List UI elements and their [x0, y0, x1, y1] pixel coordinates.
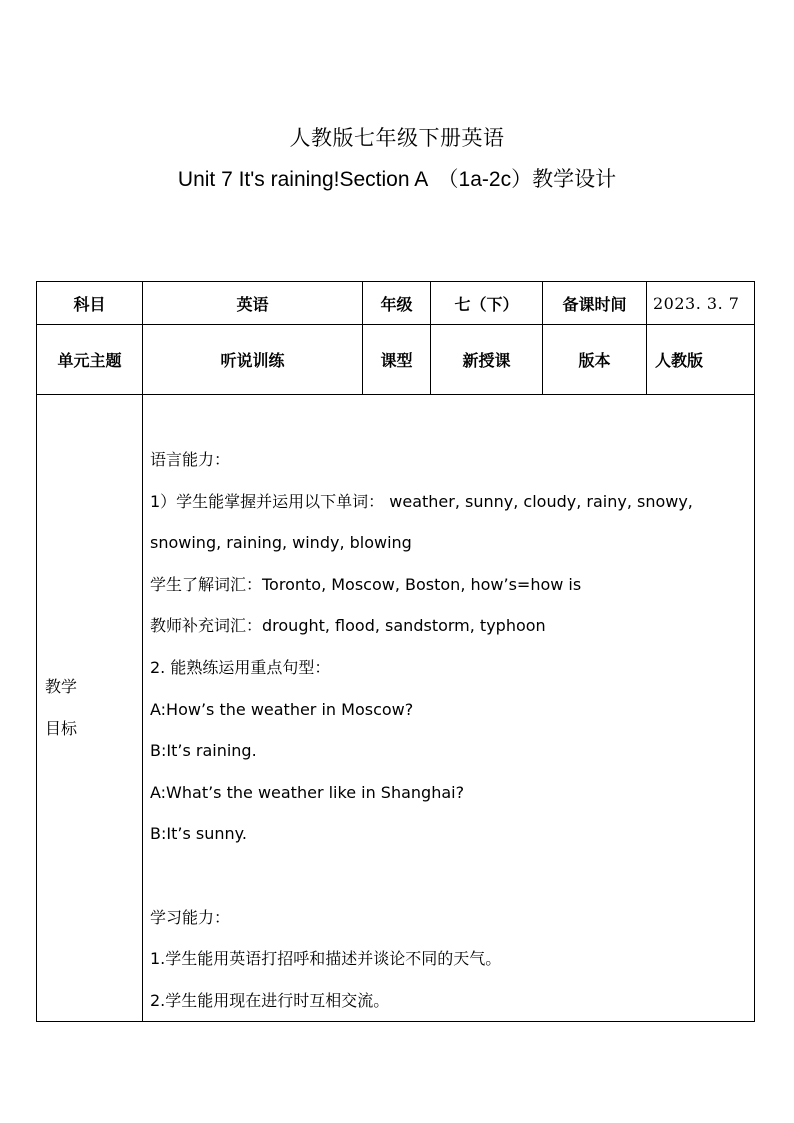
sentence-1: A:How’s the weather in Moscow?	[150, 699, 414, 719]
unit-topic-value: 听说训练	[143, 325, 363, 395]
learning-item-2: 2.学生能用现在进行时互相交流。	[150, 990, 390, 1010]
document-title: 人教版七年级下册英语	[289, 126, 505, 150]
language-ability-heading: 语言能力：	[150, 450, 231, 469]
subject-label: 科目	[37, 282, 143, 325]
lesson-type-label: 课型	[363, 325, 431, 395]
sentence-3: A:What’s the weather like in Shanghai?	[150, 782, 465, 802]
objectives-content	[143, 395, 755, 1022]
objectives-label	[37, 395, 143, 1022]
lesson-plan-table	[36, 281, 755, 1022]
grade-label: 年级	[363, 282, 431, 325]
learning-ability-heading: 学习能力：	[150, 907, 231, 927]
document-subtitle: Unit 7 It's raining!Section A （1a-2c）教学设计	[177, 168, 617, 191]
vocab-teacher: 教师补充词汇：drought, flood, sandstorm, typhoon	[150, 616, 546, 636]
objectives-label-line2: 目标	[45, 719, 78, 739]
prep-time-value: 2023. 3. 7	[647, 282, 755, 325]
unit-topic-label: 单元主题	[37, 325, 143, 395]
sentence-2: B:It’s raining.	[150, 741, 257, 761]
table-row	[37, 325, 755, 395]
subject-value: 英语	[143, 282, 363, 325]
objective-item-1-cont: snowing, raining, windy, blowing	[150, 533, 412, 553]
lesson-type-value: 新授课	[431, 325, 543, 395]
edition-label: 版本	[543, 325, 647, 395]
grade-value: 七（下）	[431, 282, 543, 325]
vocab-understand: 学生了解词汇：Toronto, Moscow, Boston, how’s=how is	[150, 574, 582, 594]
objective-item-2: 2. 能熟练运用重点句型：	[150, 657, 331, 677]
prep-time-label: 备课时间	[543, 282, 647, 325]
table-row	[37, 395, 755, 1022]
objective-item-1: 1）学生能掌握并运用以下单词： weather, sunny, cloudy, rainy, snowy,	[150, 491, 693, 511]
objectives-label-line1: 教学	[45, 677, 78, 697]
edition-value: 人教版	[647, 325, 755, 395]
sentence-4: B:It’s sunny.	[150, 824, 247, 844]
table-row	[37, 282, 755, 325]
learning-item-1: 1.学生能用英语打招呼和描述并谈论不同的天气。	[150, 949, 502, 969]
